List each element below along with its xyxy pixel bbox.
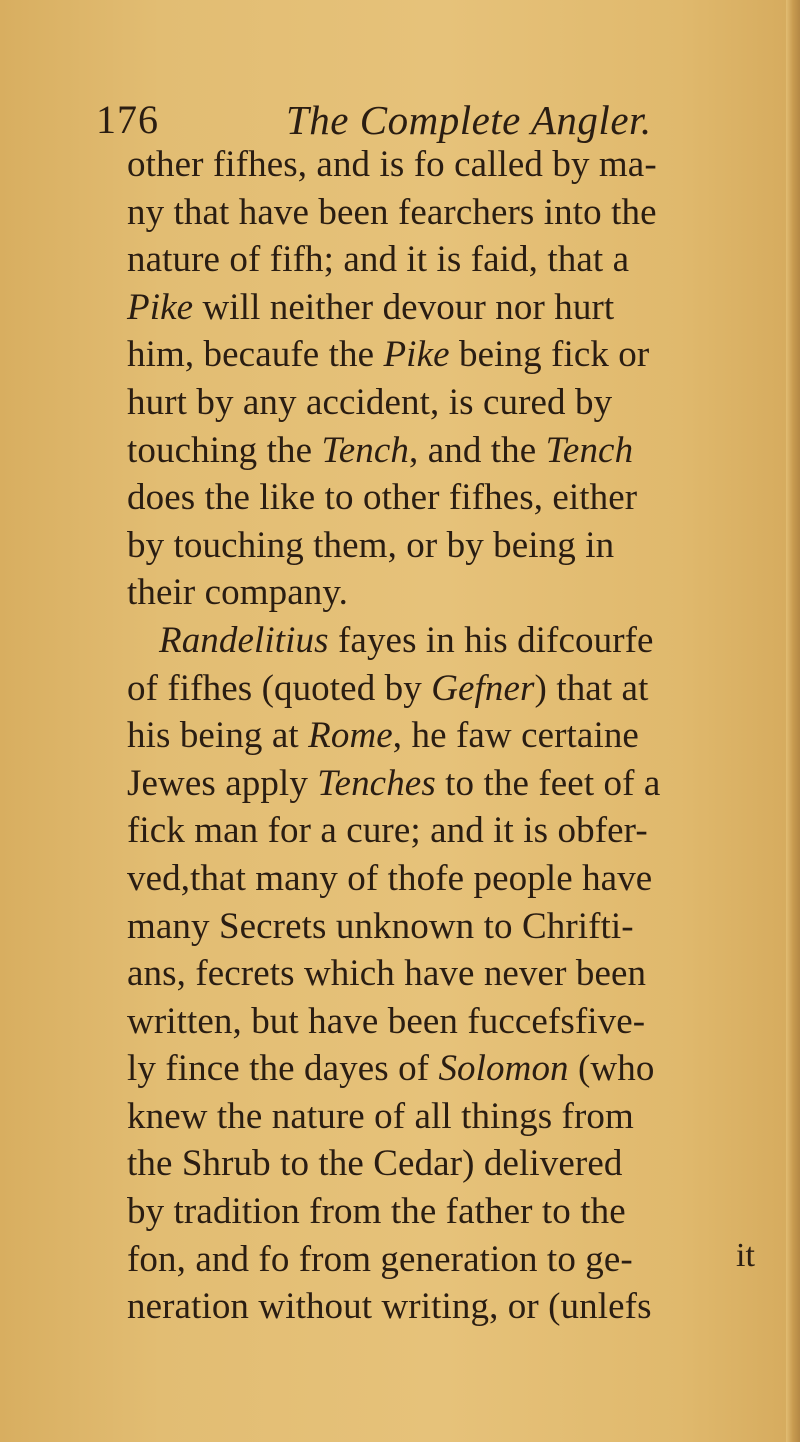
text-line: him, becaufe the Pike being fick or	[127, 334, 650, 376]
text-line: their company.	[127, 572, 348, 614]
text-line: hurt by any accident, is cured by	[127, 381, 613, 423]
text-line: written, but have been fuccefsfive-	[127, 1000, 646, 1042]
text-line: fon, and fo from generation to ge-	[127, 1238, 633, 1280]
text-line: of fifhes (quoted by Gefner) that at	[127, 667, 649, 709]
text-line: fick man for a cure; and it is obfer-	[127, 810, 648, 852]
text-line: by touching them, or by being in	[127, 524, 615, 566]
text-line: ved,that many of thofe people have	[127, 857, 653, 899]
text-line: knew the nature of all things from	[127, 1095, 634, 1137]
text-line: Randelitius fayes in his difcourfe	[159, 619, 654, 661]
text-line: his being at Rome, he faw certaine	[127, 715, 639, 757]
catchword: it	[736, 1237, 755, 1274]
text-line: nature of fifh; and it is faid, that a	[127, 239, 630, 281]
text-line: the Shrub to the Cedar) delivered	[127, 1143, 623, 1185]
text-line: ans, fecrets which have never been	[127, 953, 647, 995]
text-line: other fifhes, and is fo called by ma-	[127, 144, 657, 185]
text-line: Jewes apply Tenches to the feet of a	[127, 762, 661, 804]
text-line: ly fince the dayes of Solomon (who	[127, 1048, 655, 1090]
running-title: The Complete Angler.	[286, 97, 652, 143]
text-line: many Secrets unknown to Chrifti-	[127, 905, 634, 947]
text-line: by tradition from the father to the	[127, 1191, 626, 1233]
text-line: touching the Tench, and the Tench	[127, 429, 634, 471]
body-text	[127, 141, 800, 1331]
text-line: does the like to other fifhes, either	[127, 477, 638, 519]
page-number: 176	[96, 97, 159, 142]
text-line: ny that have been fearchers into the	[127, 191, 657, 233]
text-line: neration without writing, or (unlefs	[127, 1286, 652, 1328]
text-line: Pike will neither devour nor hurt	[127, 286, 615, 328]
